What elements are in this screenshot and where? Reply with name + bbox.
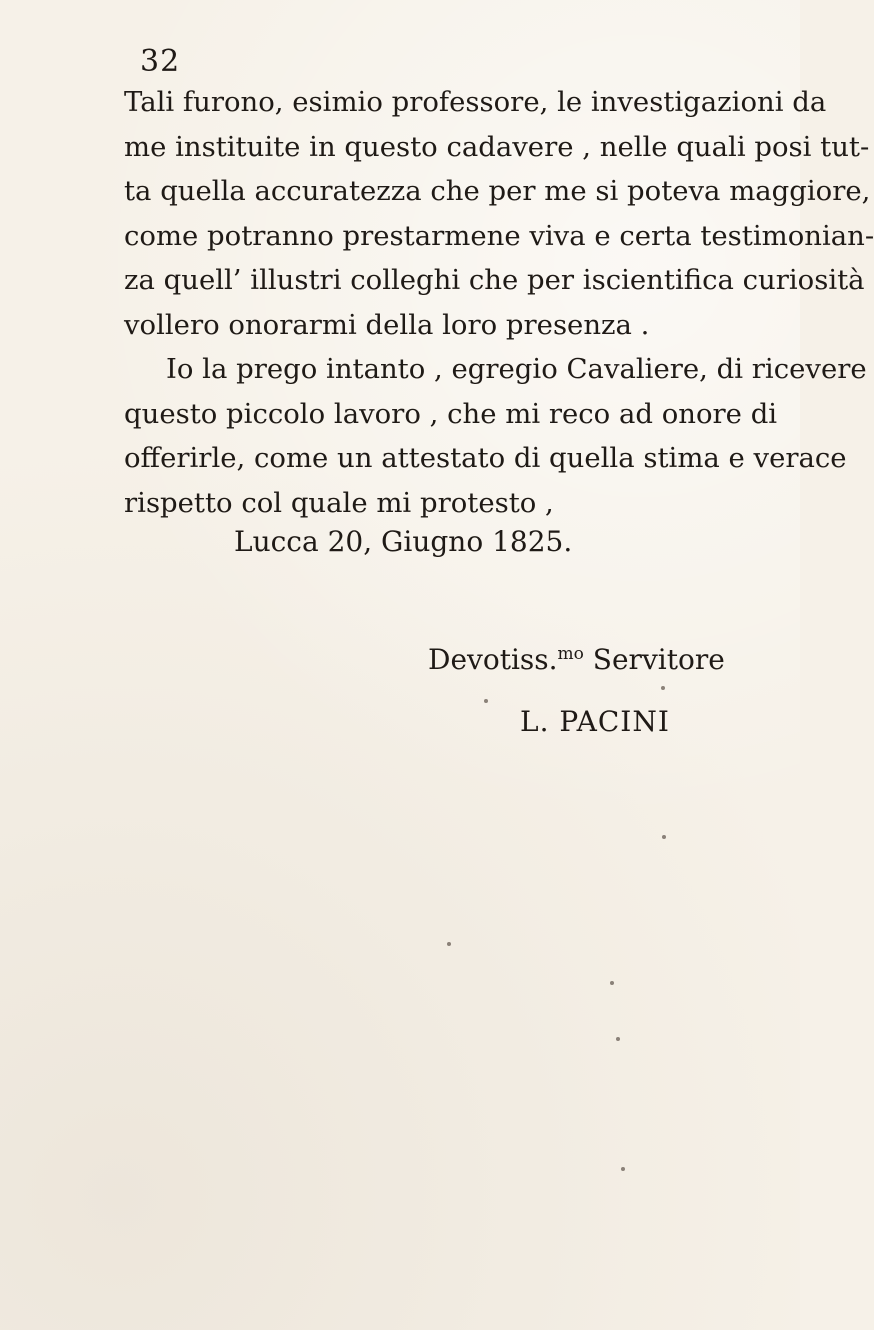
text-line-8: questo piccolo lavoro , che mi reco ad onore di [124, 397, 778, 430]
text-line-4: come potranno prestarmene viva e certa testimonian- [124, 219, 874, 252]
text-line-3: ta quella accuratezza che per me si poteva maggiore, [124, 175, 871, 207]
signature: L. PACINI [520, 705, 670, 738]
text-line-1: Tali furono, esimio professore, le investigazioni da [124, 86, 827, 118]
text-line-7: Io la prego intanto , egregio Cavaliere, di ricevere [166, 353, 867, 385]
closing-word: Devotiss. [428, 643, 558, 676]
paper-speck-2 [661, 686, 665, 690]
text-line-2: me instituite in questo cadavere , nelle quali posi tut- [124, 130, 870, 163]
closing-rest: Servitore [583, 643, 725, 676]
text-line-10: rispetto col quale mi protesto , [124, 486, 554, 519]
paper-speck-5 [616, 1037, 620, 1041]
paper-speck-3 [662, 835, 666, 839]
closing-superscript: mo [557, 644, 584, 664]
text-line-5: za quell’ illustri colleghi che per iscientifica curiosità [124, 264, 865, 296]
body-text [124, 80, 874, 525]
closing-line [428, 632, 725, 682]
date-line: Lucca 20, Giugno 1825. [234, 525, 573, 558]
paper-speck-4 [610, 981, 614, 985]
page-number: 32 [140, 44, 181, 79]
text-line-6: vollero onorarmi della loro presenza . [124, 308, 650, 341]
text-line-9: offerirle, come un attestato di quella stima e verace [124, 442, 847, 474]
paper-speck-1 [484, 699, 488, 703]
paper-speck-7 [447, 942, 451, 946]
paper-speck-6 [621, 1167, 625, 1171]
